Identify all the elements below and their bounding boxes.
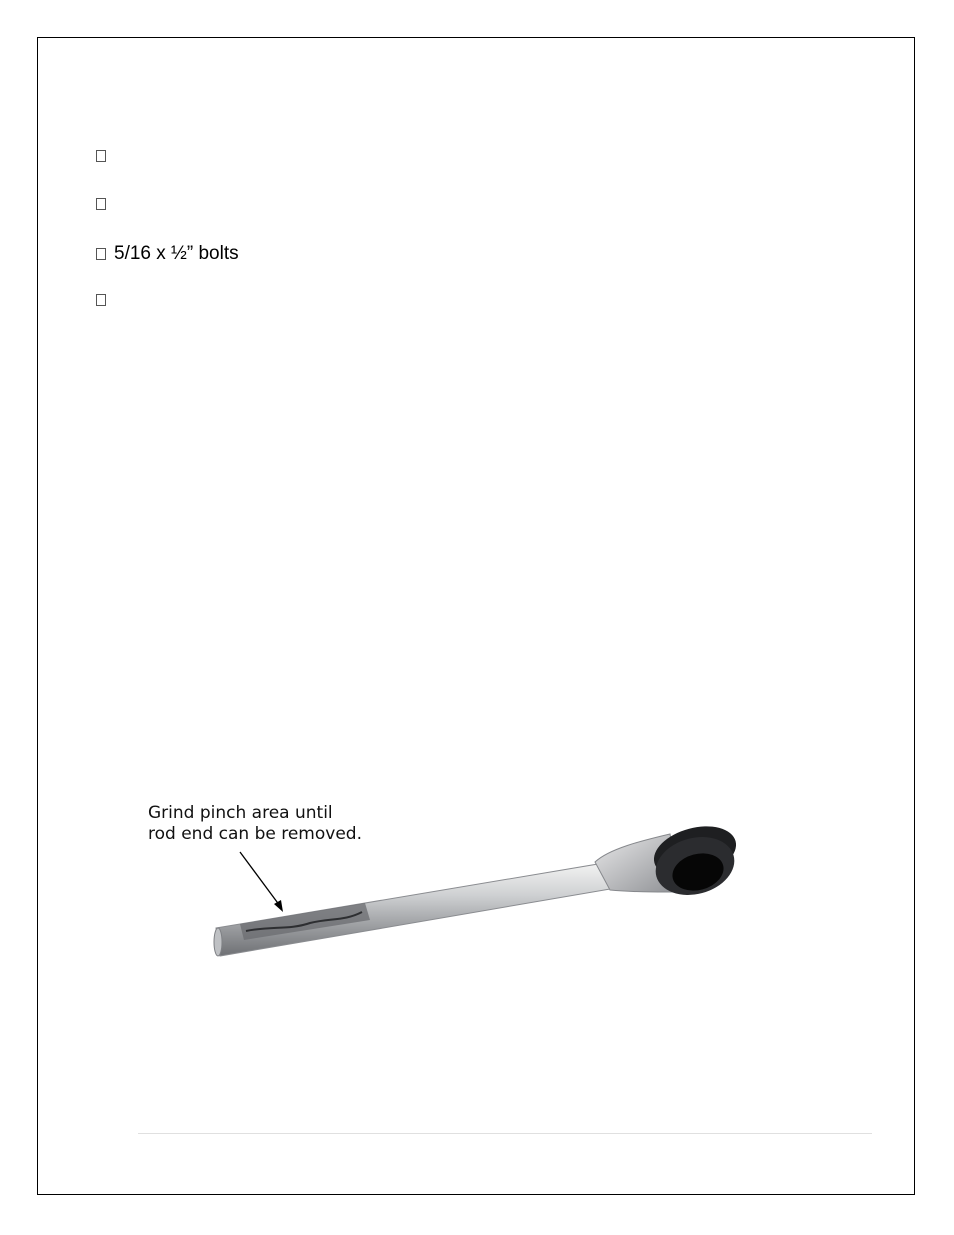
checkbox-icon[interactable] [96,150,106,162]
checkbox-icon[interactable] [96,294,106,306]
checklist-item [96,198,114,210]
arrow-icon [240,852,283,912]
checklist-item [96,294,114,306]
checkbox-icon[interactable] [96,248,106,260]
tie-rod-photo [140,800,760,980]
rod-end-head [595,818,742,903]
checklist-item [96,150,114,162]
page-border [37,37,915,1195]
checkbox-icon[interactable] [96,198,106,210]
rod-shaft [214,862,616,956]
checklist-item [96,243,239,265]
caption-line-2: rod end can be removed. [148,824,362,844]
checklist-item-label: 5/16 x ½” bolts [114,243,239,264]
caption-line-1: Grind pinch area until [148,803,333,823]
footer-divider [138,1133,872,1134]
